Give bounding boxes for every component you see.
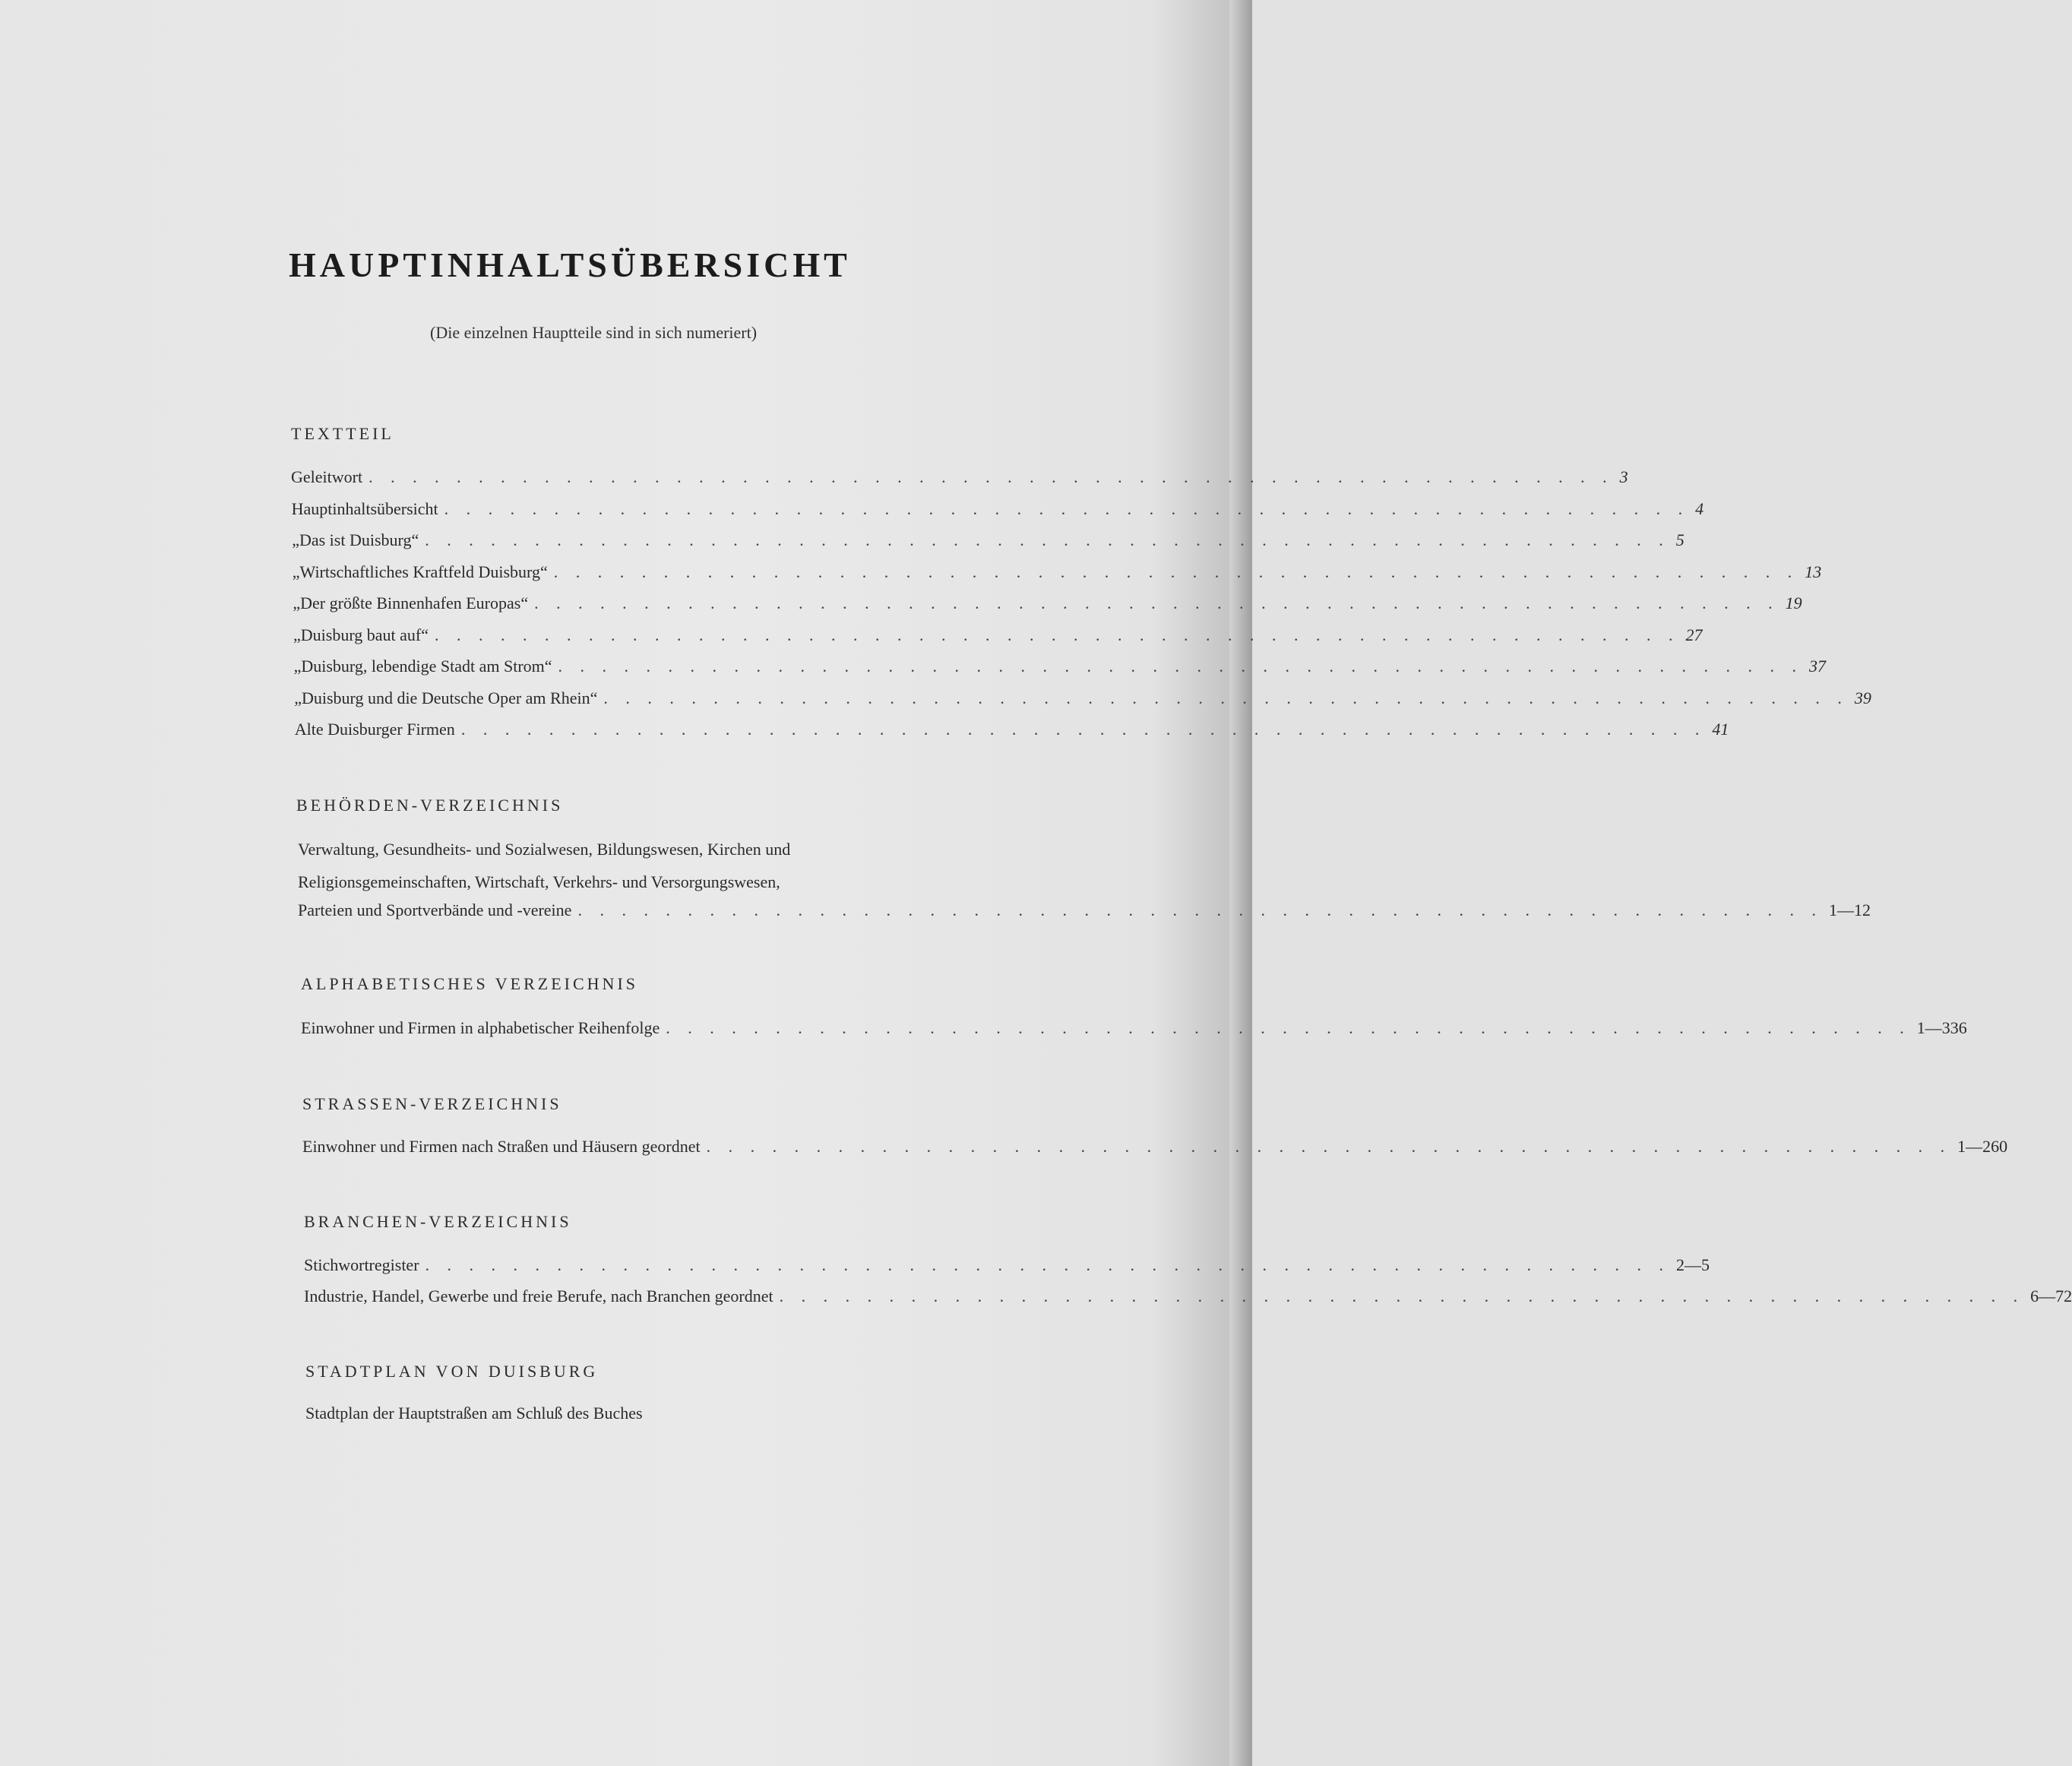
toc-entry-label: Stichwortregister: [304, 1255, 419, 1274]
toc-entry-label: Einwohner und Firmen nach Straßen und Häusern geordnet: [302, 1137, 701, 1156]
toc-entry-behoerden[interactable]: [298, 900, 1871, 923]
section-heading-stadtplan: STADTPLAN VON DUISBURG: [305, 1362, 599, 1381]
toc-entry-label: Industrie, Handel, Gewerbe und freie Berufe, nach Branchen geordnet: [304, 1287, 773, 1306]
section-heading-behoerden: BEHÖRDEN-VERZEICHNIS: [296, 796, 564, 815]
toc-entry-alphabetisch[interactable]: [301, 1018, 1967, 1041]
toc-page-number: 27: [1685, 625, 1703, 644]
dot-leader: . . . . . . . . . . . . . . . . . . . . . . . . . . . . . . . . . . . . . . . . . . . . . . . . . . . . . . . . .: [425, 530, 1670, 549]
toc-entry[interactable]: [293, 657, 1827, 679]
toc-entry-label: „Das ist Duisburg“: [292, 530, 419, 549]
dot-leader: . . . . . . . . . . . . . . . . . . . . . . . . . . . . . . . . . . . . . . . . . . . . . . . . . . . . . . . . .: [779, 1287, 2025, 1306]
behoerden-description: [298, 833, 951, 898]
toc-page-number: 41: [1712, 720, 1729, 739]
toc-page-range: 1—12: [1828, 900, 1871, 919]
toc-entry-label: Parteien und Sportverbände und -vereine: [298, 900, 572, 919]
toc-entry-industrie[interactable]: [304, 1287, 2072, 1309]
toc-entry[interactable]: [293, 593, 1802, 616]
section-heading-alphabetisch: ALPHABETISCHES VERZEICHNIS: [301, 974, 639, 993]
toc-entry-label: Hauptinhaltsübersicht: [291, 499, 438, 518]
toc-entry-stichwortregister[interactable]: [304, 1255, 1710, 1278]
page-subtitle: (Die einzelnen Hauptteile sind in sich numeriert): [430, 323, 758, 342]
dot-leader: . . . . . . . . . . . . . . . . . . . . . . . . . . . . . . . . . . . . . . . . . . . . . . . . . . . . . . . . .: [706, 1137, 1952, 1156]
toc-entry-label: „Duisburg baut auf“: [293, 625, 429, 644]
dot-leader: . . . . . . . . . . . . . . . . . . . . . . . . . . . . . . . . . . . . . . . . . . . . . . . . . . . . . . . . .: [553, 562, 1799, 581]
toc-entry-strassen[interactable]: [302, 1137, 2008, 1160]
dot-leader: . . . . . . . . . . . . . . . . . . . . . . . . . . . . . . . . . . . . . . . . . . . . . . . . . . . . . . . . .: [577, 900, 1823, 919]
toc-entry-label: „Duisburg und die Deutsche Oper am Rhein“: [294, 688, 598, 707]
toc-page-range: 6—72: [2030, 1287, 2072, 1306]
dot-leader: . . . . . . . . . . . . . . . . . . . . . . . . . . . . . . . . . . . . . . . . . . . . . . . . . . . . . . . . .: [460, 720, 1707, 739]
toc-page-number: 13: [1805, 562, 1822, 581]
dot-leader: . . . . . . . . . . . . . . . . . . . . . . . . . . . . . . . . . . . . . . . . . . . . . . . . . . . . . . . . .: [444, 499, 1690, 518]
toc-page-range: 1—260: [1957, 1137, 2008, 1156]
section-heading-branchen: BRANCHEN-VERZEICHNIS: [304, 1212, 572, 1231]
toc-entry-label: Geleitwort: [291, 467, 363, 486]
toc-page-range: 2—5: [1676, 1255, 1710, 1274]
stadtplan-description: Stadtplan der Hauptstraßen am Schluß des Buches: [305, 1404, 643, 1423]
dot-leader: . . . . . . . . . . . . . . . . . . . . . . . . . . . . . . . . . . . . . . . . . . . . . . . . . . . . . . . . .: [425, 1255, 1671, 1274]
toc-page-number: 5: [1675, 530, 1684, 549]
toc-page-number: 4: [1695, 499, 1704, 518]
toc-page-number: 19: [1785, 593, 1802, 612]
dot-leader: . . . . . . . . . . . . . . . . . . . . . . . . . . . . . . . . . . . . . . . . . . . . . . . . . . . . . . . . .: [369, 467, 1614, 486]
toc-entry[interactable]: [292, 562, 1822, 585]
dot-leader: . . . . . . . . . . . . . . . . . . . . . . . . . . . . . . . . . . . . . . . . . . . . . . . . . . . . . . . . .: [558, 657, 1804, 676]
toc-entry-label: „Duisburg, lebendige Stadt am Strom“: [293, 657, 552, 676]
behoerden-line-1: Verwaltung, Gesundheits- und Sozialwesen, Bildungswesen, Kirchen und: [298, 840, 791, 859]
toc-page-number: 39: [1854, 688, 1871, 707]
toc-page-range: 1—336: [1916, 1018, 1967, 1037]
toc-page-number: 37: [1809, 657, 1827, 676]
dot-leader: . . . . . . . . . . . . . . . . . . . . . . . . . . . . . . . . . . . . . . . . . . . . . . . . . . . . . . . . .: [666, 1018, 1911, 1037]
section-heading-textteil: TEXTTEIL: [291, 424, 394, 443]
toc-entry-label: „Wirtschaftliches Kraftfeld Duisburg“: [292, 562, 548, 581]
toc-entry[interactable]: [294, 720, 1729, 742]
dot-leader: . . . . . . . . . . . . . . . . . . . . . . . . . . . . . . . . . . . . . . . . . . . . . . . . . . . . . . . . .: [435, 625, 1680, 644]
behoerden-line-2: Religionsgemeinschaften, Wirtschaft, Verkehrs- und Versorgungswesen,: [298, 872, 780, 891]
dot-leader: . . . . . . . . . . . . . . . . . . . . . . . . . . . . . . . . . . . . . . . . . . . . . . . . . . . . . . . . .: [534, 593, 1779, 612]
toc-entry[interactable]: [292, 530, 1684, 553]
page-title: HAUPTINHALTSÜBERSICHT: [289, 245, 851, 284]
toc-entry[interactable]: [291, 499, 1704, 522]
toc-entry-label: „Der größte Binnenhafen Europas“: [293, 593, 529, 612]
toc-entry-label: Einwohner und Firmen in alphabetischer Reihenfolge: [301, 1018, 660, 1037]
toc-entry[interactable]: [293, 625, 1703, 648]
toc-page-number: 3: [1619, 467, 1628, 486]
toc-entry[interactable]: [294, 688, 1871, 711]
toc-entry-label: Alte Duisburger Firmen: [294, 720, 455, 739]
dot-leader: . . . . . . . . . . . . . . . . . . . . . . . . . . . . . . . . . . . . . . . . . . . . . . . . . . . . . . . . .: [603, 688, 1849, 707]
page-edge-shadow: [1229, 0, 1252, 1766]
toc-entry[interactable]: [291, 467, 1628, 490]
section-heading-strassen: STRASSEN-VERZEICHNIS: [302, 1094, 562, 1113]
